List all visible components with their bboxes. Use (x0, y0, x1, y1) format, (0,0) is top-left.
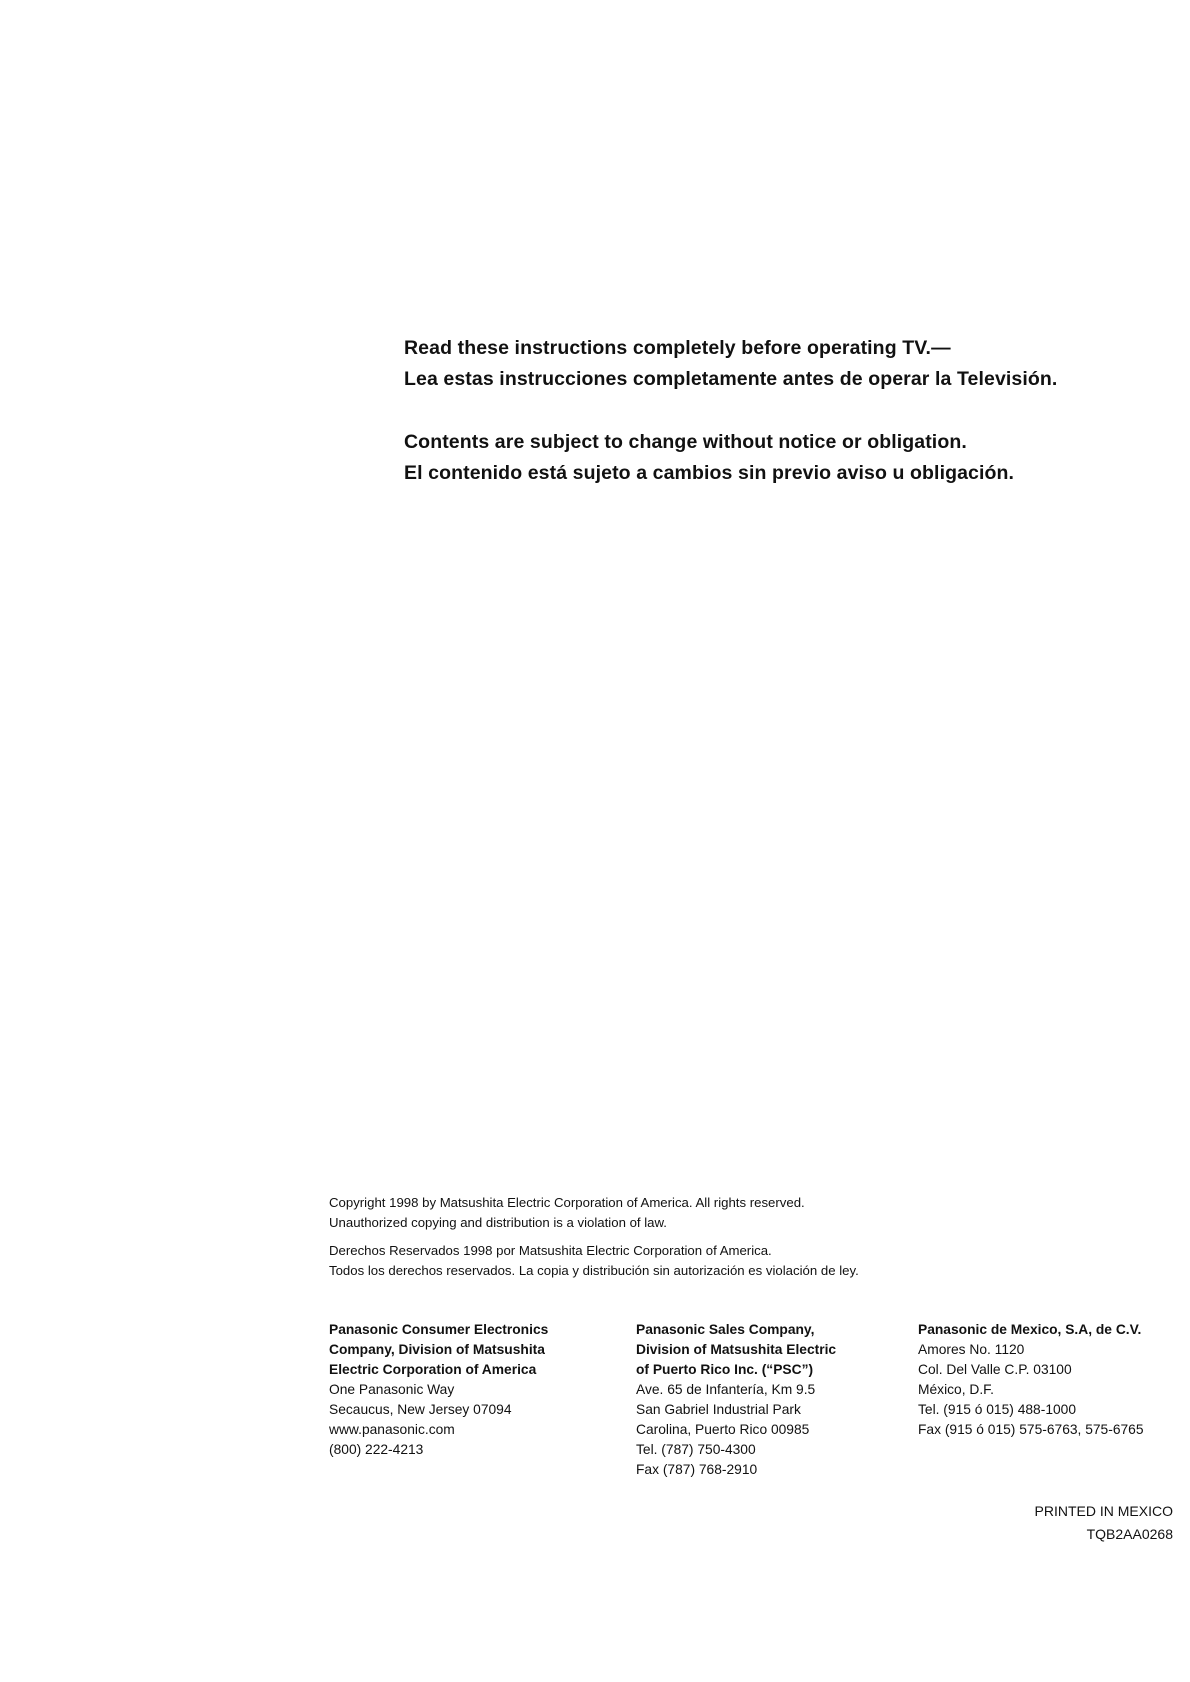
copyright-line: Derechos Reservados 1998 por Matsushita Electric Corporation of America. (329, 1243, 772, 1258)
printed-location: PRINTED IN MEXICO (1034, 1503, 1173, 1519)
company-name-line: Panasonic Consumer Electronics (329, 1322, 549, 1337)
address-line: Secaucus, New Jersey 07094 (329, 1402, 512, 1417)
company-name-line: Division of Matsushita Electric (636, 1342, 837, 1357)
printed-info (1035, 1500, 1173, 1546)
address-line: Ave. 65 de Infantería, Km 9.5 (636, 1382, 816, 1397)
contents-change-notice (404, 427, 1014, 489)
copyright-line: Copyright 1998 by Matsushita Electric Corporation of America. All rights reserved. (329, 1195, 805, 1210)
address-block-panasonic-de-mexico (918, 1320, 1144, 1440)
company-name-line: Company, Division of Matsushita (329, 1342, 545, 1357)
document-code: TQB2AA0268 (1086, 1526, 1173, 1542)
company-name-line: Electric Corporation of America (329, 1362, 537, 1377)
company-name-line: of Puerto Rico Inc. (“PSC”) (636, 1362, 814, 1377)
company-name-line: Panasonic Sales Company, (636, 1322, 815, 1337)
copyright-english (329, 1193, 805, 1233)
address-block-panasonic-consumer-electronics (329, 1320, 548, 1460)
read-instructions-notice (404, 333, 1057, 395)
address-line: Col. Del Valle C.P. 03100 (918, 1362, 1072, 1377)
phone-line: Tel. (915 ó 015) 488-1000 (918, 1402, 1077, 1417)
address-block-panasonic-sales-company (636, 1320, 836, 1480)
phone-line: (800) 222-4213 (329, 1442, 424, 1457)
copyright-line: Unauthorized copying and distribution is a violation of law. (329, 1215, 667, 1230)
fax-line: Fax (787) 768-2910 (636, 1462, 758, 1477)
notice-line-english: Contents are subject to change without notice or obligation. (404, 431, 967, 453)
fax-line: Fax (915 ó 015) 575-6763, 575-6765 (918, 1422, 1144, 1437)
notice-line-spanish: El contenido está sujeto a cambios sin previo aviso u obligación. (404, 462, 1015, 484)
notice-line-spanish: Lea estas instrucciones completamente antes de operar la Televisión. (404, 368, 1058, 390)
address-line: San Gabriel Industrial Park (636, 1402, 801, 1417)
address-line: Amores No. 1120 (918, 1342, 1025, 1357)
copyright-line: Todos los derechos reservados. La copia y distribución sin autorización es violación de ley. (329, 1263, 859, 1278)
address-line: Carolina, Puerto Rico 00985 (636, 1422, 810, 1437)
notice-line-english: Read these instructions completely before operating TV.— (404, 337, 951, 359)
address-line: México, D.F. (918, 1382, 994, 1397)
website-line: www.panasonic.com (329, 1422, 455, 1437)
copyright-spanish (329, 1241, 859, 1281)
phone-line: Tel. (787) 750-4300 (636, 1442, 756, 1457)
company-name-line: Panasonic de Mexico, S.A, de C.V. (918, 1322, 1142, 1337)
address-line: One Panasonic Way (329, 1382, 455, 1397)
